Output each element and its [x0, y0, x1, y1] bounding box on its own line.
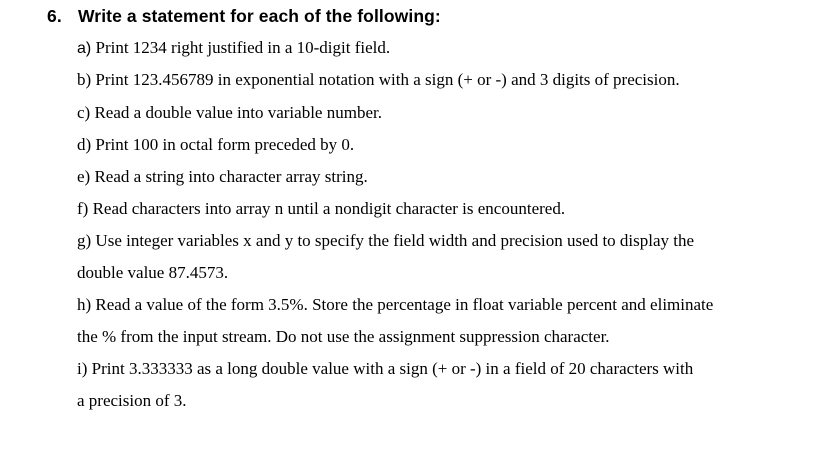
item-text: Print 100 in octal form preceded by 0. [91, 135, 355, 154]
item-label: e) [77, 167, 91, 186]
list-item-e [77, 167, 368, 187]
item-text: Print 123.456789 in exponential notation with a sign (+ or -) and 3 digits of precision. [91, 70, 680, 89]
item-text: Read a value of the form 3.5%. Store the percentage in float variable percent and eliminate [91, 295, 714, 314]
question-heading [47, 6, 441, 27]
list-item-i-continued [77, 391, 187, 411]
question-title: Write a statement for each of the following: [78, 6, 441, 26]
list-item-f [77, 199, 565, 219]
list-item-h [77, 295, 713, 315]
list-item-h-continued [77, 327, 610, 347]
item-text: a precision of 3. [77, 391, 187, 410]
item-text: the % from the input stream. Do not use the assignment suppression character. [77, 327, 610, 346]
question-number: 6. [47, 6, 62, 26]
item-text: Read characters into array n until a nondigit character is encountered. [88, 199, 566, 218]
item-label: i) [77, 359, 88, 378]
item-label: d) [77, 135, 92, 154]
list-item-g [77, 231, 694, 251]
list-item-a [77, 38, 390, 58]
item-text: Print 3.333333 as a long double value with a sign (+ or -) in a field of 20 characters with [87, 359, 694, 378]
item-label: g) [77, 231, 92, 250]
item-text: double value 87.4573. [77, 263, 229, 282]
item-text: Print 1234 right justified in a 10-digit field. [91, 38, 391, 57]
item-text: Use integer variables x and y to specify the field width and precision used to display the [91, 231, 695, 250]
list-item-i [77, 359, 693, 379]
item-text: Read a double value into variable number. [90, 103, 382, 122]
item-text: Read a string into character array string. [90, 167, 368, 186]
item-label: c) [77, 103, 91, 122]
list-item-c [77, 103, 382, 123]
list-item-b [77, 70, 680, 90]
list-item-g-continued [77, 263, 228, 283]
item-label: a) [77, 40, 92, 57]
item-label: h) [77, 295, 92, 314]
list-item-d [77, 135, 354, 155]
item-label: b) [77, 70, 92, 89]
item-label: f) [77, 199, 89, 218]
